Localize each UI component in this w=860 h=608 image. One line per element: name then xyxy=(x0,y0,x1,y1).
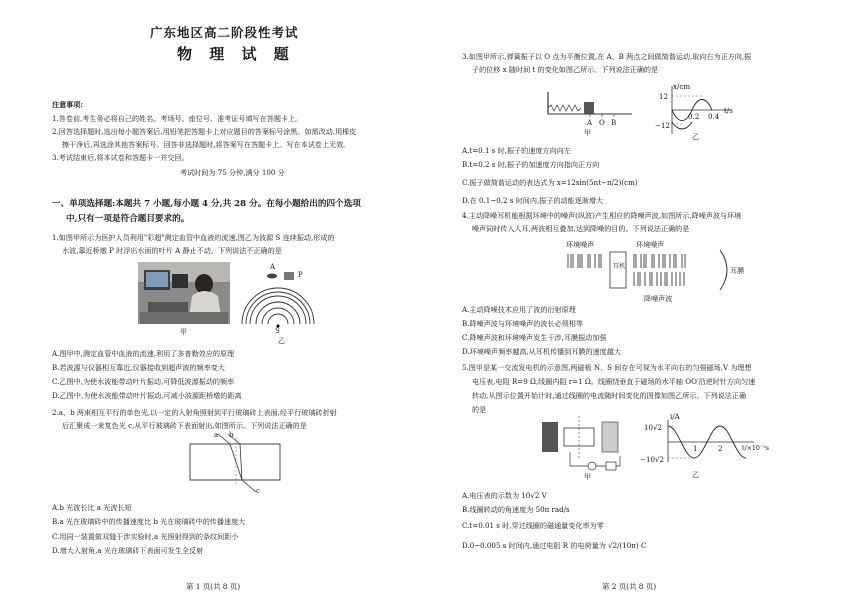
figure-label-jia: 甲 xyxy=(584,472,592,481)
question-2-option: C.用同一装置做双缝干涉实验时,a 光照射得到的条纹间距小 xyxy=(52,532,239,541)
graph-y-bottom: −12 xyxy=(655,121,670,130)
glass-slab-diagram xyxy=(180,432,290,494)
eardrum-label: 耳膜 xyxy=(730,266,745,275)
notice-heading: 注意事项: xyxy=(52,100,83,109)
question-3-option: D.在 0.1~0.2 s 时间内,振子的动能逐渐增大 xyxy=(462,196,604,205)
question-5-option: D.0~0.005 s 时间内,通过电阻 R 的电荷量为 √2/(10π) C xyxy=(462,541,647,550)
graph-x-label: t/×10⁻²s xyxy=(742,445,770,452)
spring-oscillator-diagram xyxy=(544,88,634,122)
anti-noise-label: 降噪声波 xyxy=(644,294,673,303)
figure-label-jia: 甲 xyxy=(584,128,592,137)
question-3-option: A.t=0.1 s 时,振子的速度方向向左 xyxy=(462,146,571,155)
section-heading: 一、单项选择题:本题共 7 小题,每小题 4 分,共 28 分。在每小题给出的四个选项 xyxy=(52,199,361,209)
question-2-option: A.b 光波长比 a 光波长短 xyxy=(52,503,132,512)
graph-t2: 2 xyxy=(718,444,723,453)
question-5-option: B.线圈转动的角速度为 50π rad/s xyxy=(462,505,570,514)
figure-label-yi: 乙 xyxy=(692,470,700,479)
question-3-stem: 3.如图甲所示,弹簧振子以 O 点为平衡位置,在 A、B 两点之间做简谐运动,取向右为正方向,振 xyxy=(462,52,752,61)
question-1-stem: 1.如图甲所示为医护人员利用"彩超"测定血管中血液的流速,图乙为波源 S 连续振动,形成的 xyxy=(52,233,335,242)
question-1-stem: 水波,靠近桥墩 P 时浮出水面的叶片 A 静止不动。下列说法不正确的是 xyxy=(62,246,282,255)
question-1-option: C.乙图中,为使水波能带动叶片振动,可降低波源振动的频率 xyxy=(52,377,235,386)
question-1-option: D.乙图中,为使水波能带动叶片振动,可减小波源距桥墩的距离 xyxy=(52,391,242,400)
page-footer: 第 2 页(共 8 页) xyxy=(602,582,657,591)
env-noise-label: 环境噪声 xyxy=(566,240,595,249)
question-5-stem: 的是 xyxy=(472,405,487,414)
label-b: b xyxy=(229,430,234,439)
earphone-label: 耳机 xyxy=(613,263,626,270)
question-4-stem: 4.主动降噪耳机能根据环境中的噪声(纵波)产生相应的降噪声波,如图所示,降噪声波与环境 xyxy=(462,211,742,220)
graph-y-label: i/A xyxy=(670,412,680,421)
ultrasound-photo xyxy=(138,262,230,324)
label-S: S xyxy=(275,326,280,335)
env-noise-label: 环境噪声 xyxy=(636,240,665,249)
exam-time: 考试时间为 75 分钟,满分 100 分 xyxy=(180,168,285,177)
question-4-option: C.降噪声波和环境噪声发生干涉,耳膜振动加强 xyxy=(462,333,607,342)
notice-item: 2.回答选择题时,选出每小题答案后,用铅笔把答题卡上对应题目的答案标号涂黑。如需改动,用橡皮 xyxy=(52,127,357,136)
point-A: A xyxy=(587,118,593,127)
exam-subject: 物 理 试 题 xyxy=(177,45,295,63)
graph-y-label: x/cm xyxy=(673,82,691,91)
question-3-stem: 子的位移 x 随时间 t 的变化如图乙所示。下列说法正确的是 xyxy=(472,65,659,74)
question-4-option: D.环境噪声频率越高,从耳机传播到耳膜的速度越大 xyxy=(462,347,621,356)
question-3-option: B.t=0.2 s 时,振子的加速度方向指向正方向 xyxy=(462,160,600,169)
question-1-option: A.图甲中,测定血管中血液的流速,利用了多普勒效应的原理 xyxy=(52,349,235,358)
graph-y-bottom: −10√2 xyxy=(640,455,665,464)
question-3-option: C.振子做简谐运动的表达式为 x=12sin(5πt−π/2)(cm) xyxy=(462,178,638,187)
noise-cancelling-diagram xyxy=(566,248,746,294)
question-2-stem: 2.a、b 两束相互平行的单色光,以一定的入射角照射到平行玻璃砖上表面,经平行玻璃砖折射 xyxy=(52,408,337,417)
question-5-stem: 5.图甲是某一交流发电机的示意图,两磁极 N、S 间存在可视为水平向右的匀强磁场,V 为理想 xyxy=(462,363,752,372)
generator-diagram xyxy=(540,412,630,472)
page-footer: 第 1 页(共 8 页) xyxy=(186,582,241,591)
graph-t1: 1 xyxy=(693,444,698,453)
figure-label-yi: 乙 xyxy=(692,132,700,141)
figure-label-yi: 乙 xyxy=(278,336,286,345)
question-5-option: C.t=0.01 s 时,穿过线圈的磁通量变化率为零 xyxy=(462,521,604,530)
graph-y-top: 12 xyxy=(659,92,669,101)
label-c: c xyxy=(256,486,260,495)
label-a: a xyxy=(214,430,219,439)
question-2-option: B.a 光在玻璃砖中的传播速度比 b 光在玻璃砖中的传播速度大 xyxy=(52,517,246,526)
question-5-option: A.电压表的示数为 10√2 V xyxy=(462,491,547,500)
question-4-option: B.降噪声波与环境噪声的波长必须相等 xyxy=(462,319,583,328)
point-B: B xyxy=(611,118,617,127)
question-5-stem: 电压表,电阻 R=9 Ω,线圈内阻 r=1 Ω。线圈绕垂直于磁场的水平轴 OO′沿逆时针方向匀速 xyxy=(472,377,756,386)
point-O: O xyxy=(599,118,605,127)
question-2-stem: 后汇聚成一束复色光 c,从平行玻璃砖下表面射出,如图所示。下列说法正确的是 xyxy=(62,421,307,430)
notice-item: 3.考试结束后,将本试卷和答题卡一并交回。 xyxy=(52,153,189,162)
i-t-graph xyxy=(654,418,758,464)
graph-x-label: t/s xyxy=(724,106,733,115)
notice-item: 1.答卷前,考生务必将自己的姓名、考场号、座位号、准考证号填写在答题卡上。 xyxy=(52,114,303,123)
graph-t-mid: 0.2 xyxy=(688,112,700,121)
graph-y-top: 10√2 xyxy=(644,423,663,432)
figure-label-jia: 甲 xyxy=(180,327,188,336)
notice-item: 擦干净后,再选涂其他答案标号。回答非选择题时,将答案写在答题卡上。写在本试卷上无效。 xyxy=(62,140,351,149)
question-4-option: A.主动降噪技术应用了波的衍射原理 xyxy=(462,305,576,314)
graph-t-end: 0.4 xyxy=(708,112,720,121)
label-P: P xyxy=(298,270,303,279)
question-5-stem: 转动,从图示位置开始计时,通过线圈的电流随时间变化的图像如图乙所示。下列说法正确 xyxy=(472,391,747,400)
question-2-option: D.增大入射角,a 光在玻璃砖下表面可发生全反射 xyxy=(52,546,204,555)
question-1-option: B.若波源与仪器相互靠近,仪器接收到超声波的频率变大 xyxy=(52,363,225,372)
question-4-stem: 噪声同时传入人耳,两波相互叠加,达到降噪的目的。下列说法正确的是 xyxy=(472,224,690,233)
section-heading: 中,只有一项是符合题目要求的。 xyxy=(66,214,190,224)
exam-title: 广东地区高二阶段性考试 xyxy=(150,25,299,40)
label-A: A xyxy=(270,262,276,271)
